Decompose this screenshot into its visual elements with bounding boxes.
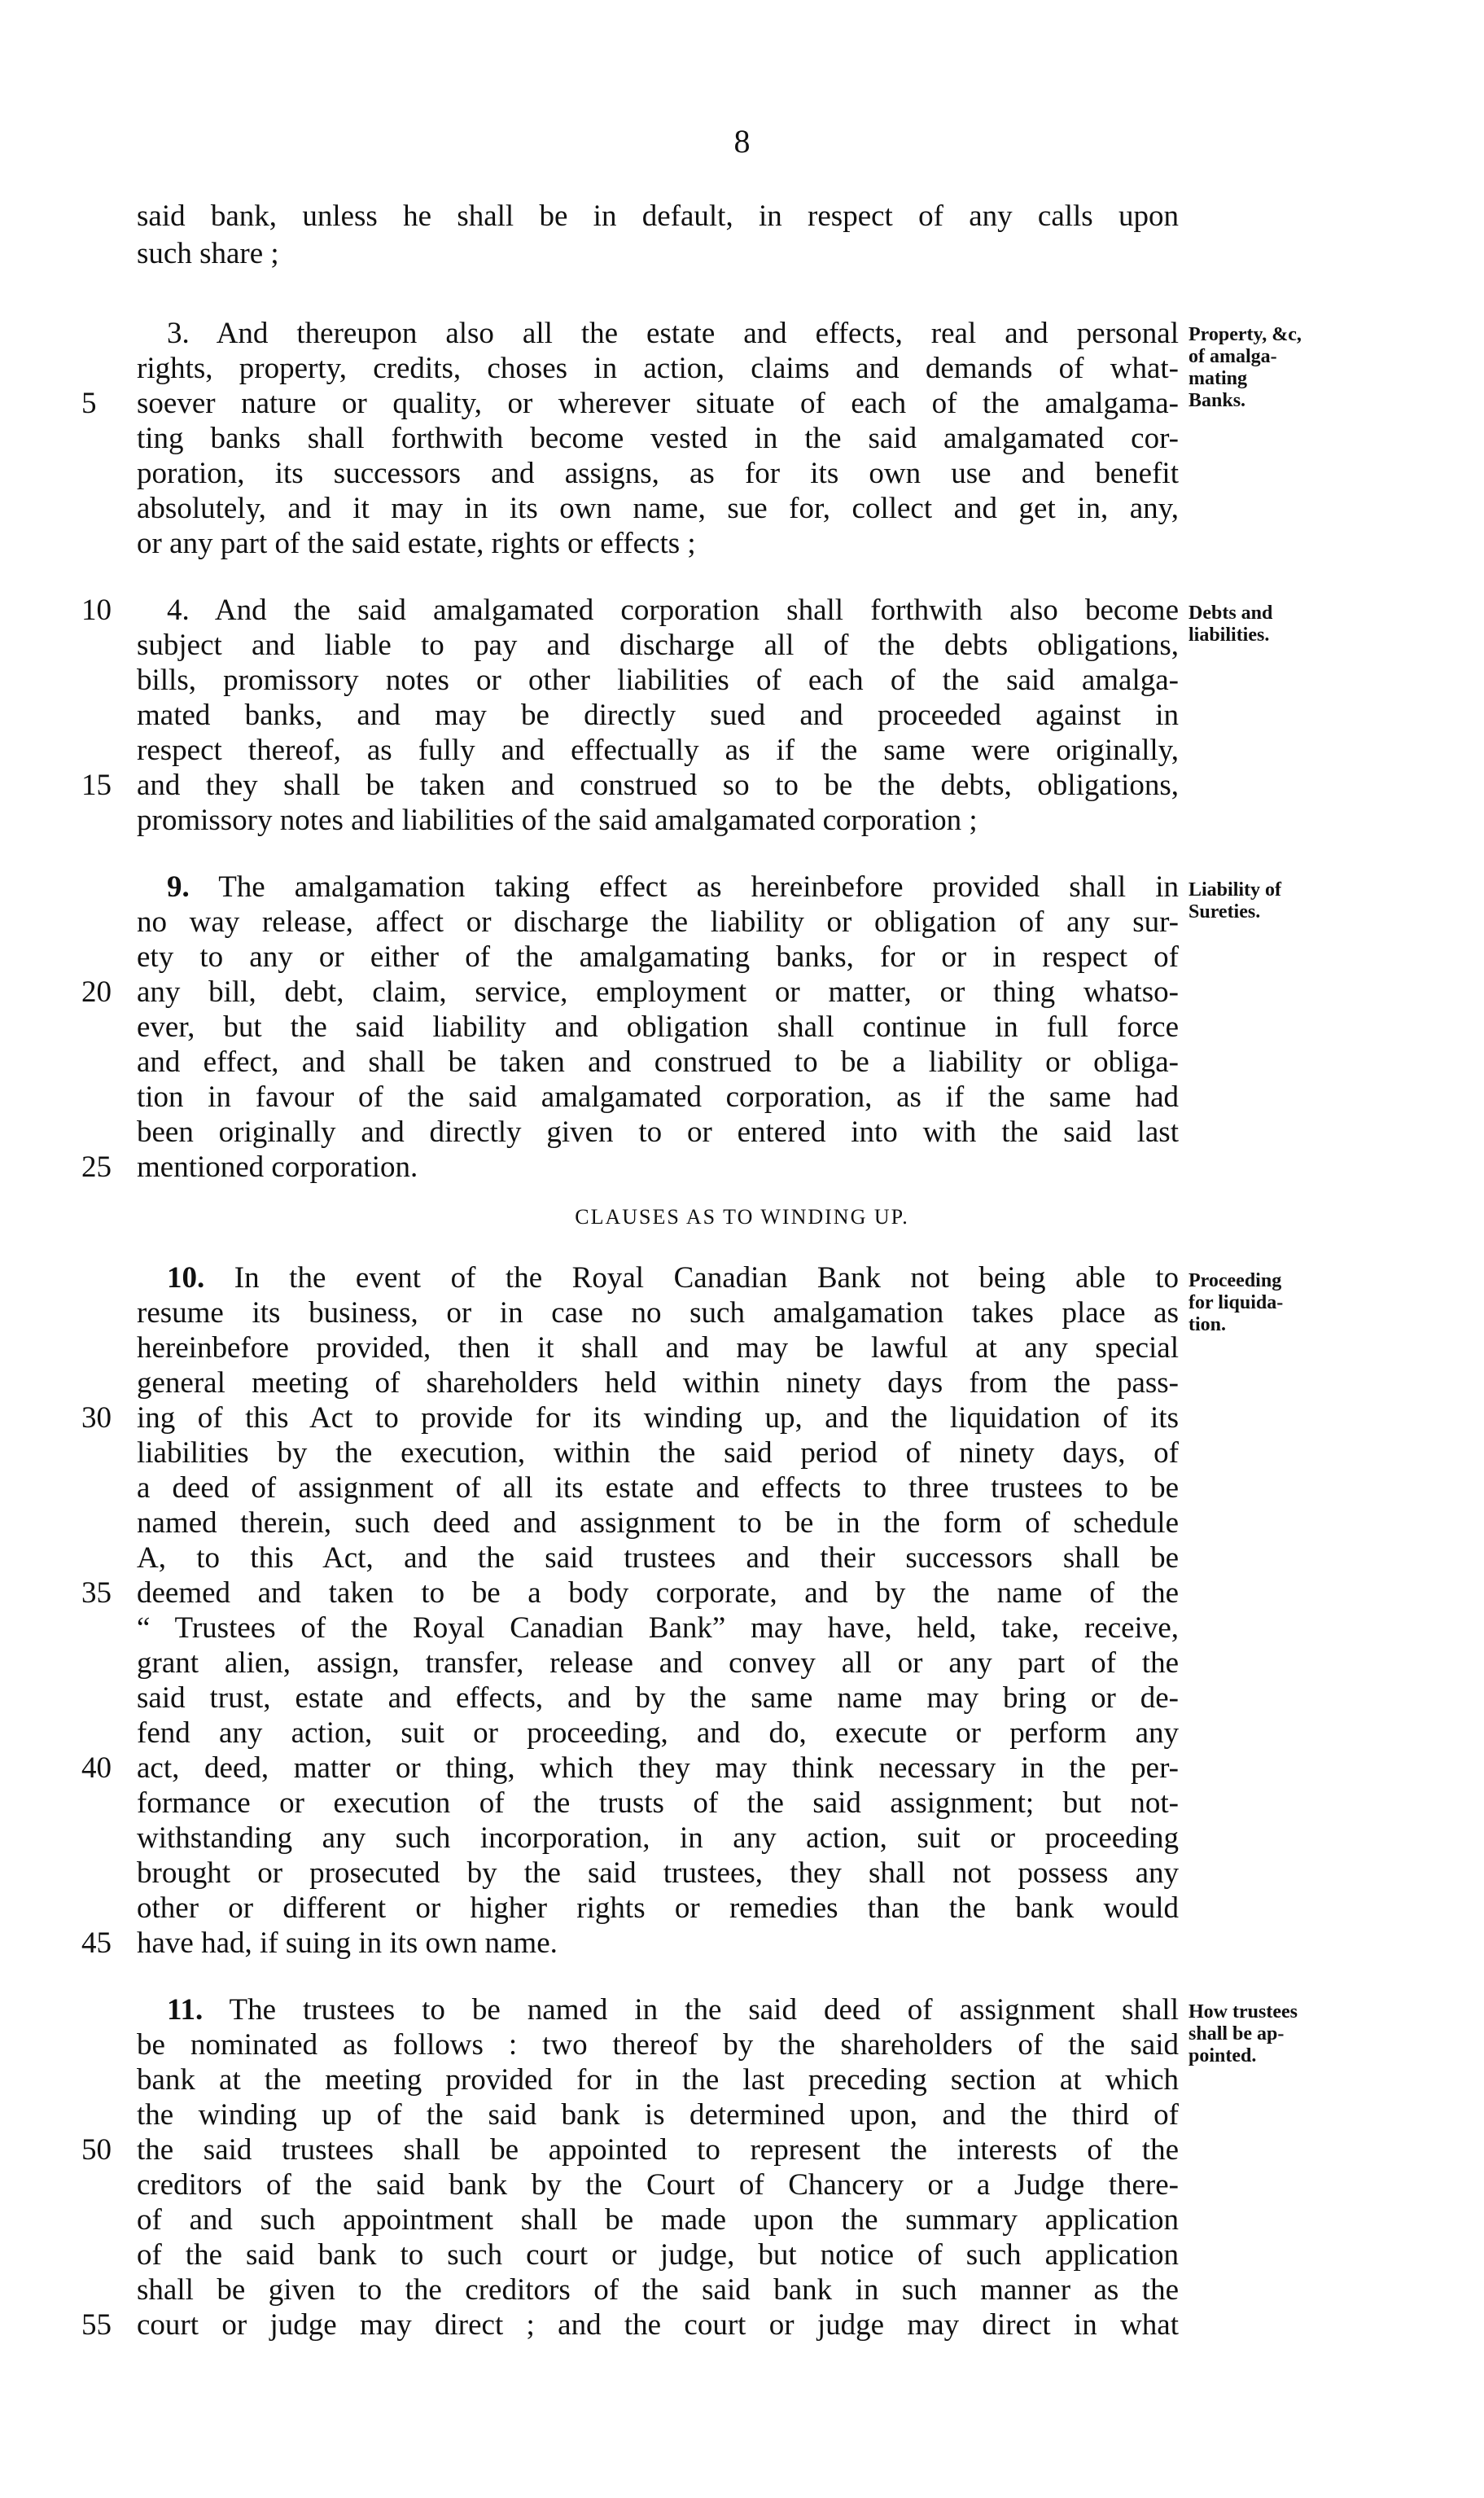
text-line: soever nature or quality, or wherever situate of each of the amalgama- [137, 387, 1179, 420]
text-line: ting banks shall forthwith become vested in the said amalgamated cor- [137, 422, 1179, 455]
text-line: ever, but the said liability and obligation shall continue in full force [137, 1010, 1179, 1044]
text-line: poration, its successors and assigns, as for its own use and benefit [137, 457, 1179, 490]
text-line: mentioned corporation. [137, 1150, 418, 1184]
margin-note: Property, &c, of amalga- mating Banks. [1189, 324, 1302, 411]
text-line: be nominated as follows : two thereof by the shareholders of the said [137, 2028, 1179, 2062]
text-line: and they shall be taken and construed so to be the debts, obligations, [137, 769, 1179, 802]
text-line: said trust, estate and effects, and by the same name may bring or de- [137, 1681, 1179, 1715]
line-number: 20 [81, 975, 112, 1009]
text-line: creditors of the said bank by the Court of Chancery or a Judge there- [137, 2168, 1179, 2202]
text-line: formance or execution of the trusts of the said assignment; but not- [137, 1786, 1179, 1820]
margin-note: How trustees shall be ap- pointed. [1189, 2001, 1298, 2066]
text-line: “ Trustees of the Royal Canadian Bank” may have, held, take, receive, [137, 1611, 1179, 1645]
text-line: ety to any or either of the amalgamating banks, for or in respect of [137, 940, 1179, 974]
line-number: 15 [81, 769, 112, 802]
text-line: 3. And thereupon also all the estate and effects, real and personal [167, 317, 1179, 350]
line-number: 30 [81, 1401, 112, 1435]
section-number: 10. [167, 1261, 205, 1295]
text-line: named therein, such deed and assignment to be in the form of schedule [137, 1506, 1179, 1540]
text-line: act, deed, matter or thing, which they may think necessary in the per- [137, 1751, 1179, 1785]
text-line: such share ; [137, 237, 279, 270]
text-line: fend any action, suit or proceeding, and do, execute or perform any [137, 1716, 1179, 1750]
text-line: and effect, and shall be taken and construed to be a liability or obliga- [137, 1045, 1179, 1079]
text-line: 4. And the said amalgamated corporation shall forthwith also become [167, 594, 1179, 627]
text-line: withstanding any such incorporation, in any action, suit or proceeding [137, 1821, 1179, 1855]
text-line: been originally and directly given to or entered into with the said last [137, 1115, 1179, 1149]
text-line: brought or prosecuted by the said trustees, they shall not possess any [137, 1856, 1179, 1890]
text-line: 9. The amalgamation taking effect as hereinbefore provided shall in [167, 870, 1179, 904]
line-number: 55 [81, 2308, 112, 2342]
text-line: 11. The trustees to be named in the said deed of assignment shall [167, 1993, 1179, 2027]
margin-note: Proceeding for liquida- tion. [1189, 1270, 1284, 1335]
text-line: shall be given to the creditors of the said bank in such manner as the [137, 2273, 1179, 2307]
section-heading: CLAUSES AS TO WINDING UP. [575, 1205, 909, 1229]
text-line: bank at the meeting provided for in the last preceding section at which [137, 2063, 1179, 2097]
text-line: any bill, debt, claim, service, employment or matter, or thing whatso- [137, 975, 1179, 1009]
text-line: the winding up of the said bank is determined upon, and the third of [137, 2098, 1179, 2132]
text-line: of and such appointment shall be made upon the summary application [137, 2203, 1179, 2237]
text-line: the said trustees shall be appointed to represent the interests of the [137, 2133, 1179, 2167]
line-number: 35 [81, 1576, 112, 1610]
text-line: tion in favour of the said amalgamated corporation, as if the same had [137, 1080, 1179, 1114]
text-line: a deed of assignment of all its estate and effects to three trustees to be [137, 1471, 1179, 1505]
text-line: 10. In the event of the Royal Canadian Bank not being able to [167, 1261, 1180, 1295]
line-number: 45 [81, 1926, 112, 1960]
text-line: grant alien, assign, transfer, release and convey all or any part of the [137, 1646, 1179, 1680]
margin-note: Debts and liabilities. [1189, 603, 1273, 646]
text-line: deemed and taken to be a body corporate, and by the name of the [137, 1576, 1179, 1610]
section-number: 9. [167, 870, 190, 904]
text-line: A, to this Act, and the said trustees and their successors shall be [137, 1541, 1179, 1575]
section-number: 11. [167, 1993, 204, 2027]
text-line: no way release, affect or discharge the liability or obligation of any sur- [137, 905, 1179, 939]
text-line: absolutely, and it may in its own name, sue for, collect and get in, any, [137, 492, 1179, 525]
text-line: of the said bank to such court or judge, but notice of such application [137, 2238, 1179, 2272]
line-number: 25 [81, 1150, 112, 1184]
text-line: rights, property, credits, choses in action, claims and demands of what- [137, 352, 1179, 385]
line-number: 50 [81, 2133, 112, 2167]
text-line: or any part of the said estate, rights or effects ; [137, 527, 696, 560]
text-line: promissory notes and liabilities of the said amalgamated corporation ; [137, 804, 978, 837]
text-line: liabilities by the execution, within the said period of ninety days, of [137, 1436, 1179, 1470]
text-line: hereinbefore provided, then it shall and may be lawful at any special [137, 1331, 1179, 1365]
text-line: ing of this Act to provide for its winding up, and the liquidation of its [137, 1401, 1179, 1435]
text-line: resume its business, or in case no such amalgamation takes place as [137, 1296, 1179, 1330]
text-line: mated banks, and may be directly sued and proceeded against in [137, 699, 1179, 732]
text-line: said bank, unless he shall be in default, in respect of any calls upon [137, 199, 1179, 233]
page-number: 8 [733, 123, 751, 160]
line-number: 10 [81, 594, 112, 627]
text-line: general meeting of shareholders held within ninety days from the pass- [137, 1366, 1179, 1400]
margin-note: Liability of Sureties. [1189, 879, 1282, 923]
line-number: 40 [81, 1751, 112, 1785]
text-line: court or judge may direct ; and the court or judge may direct in what [137, 2308, 1179, 2342]
text-line: other or different or higher rights or remedies than the bank would [137, 1891, 1179, 1925]
text-line: subject and liable to pay and discharge all of the debts obligations, [137, 629, 1179, 662]
text-line: have had, if suing in its own name. [137, 1926, 558, 1960]
text-line: respect thereof, as fully and effectually as if the same were originally, [137, 734, 1179, 767]
line-number: 5 [81, 387, 97, 420]
text-line: bills, promissory notes or other liabilities of each of the said amalga- [137, 664, 1179, 697]
